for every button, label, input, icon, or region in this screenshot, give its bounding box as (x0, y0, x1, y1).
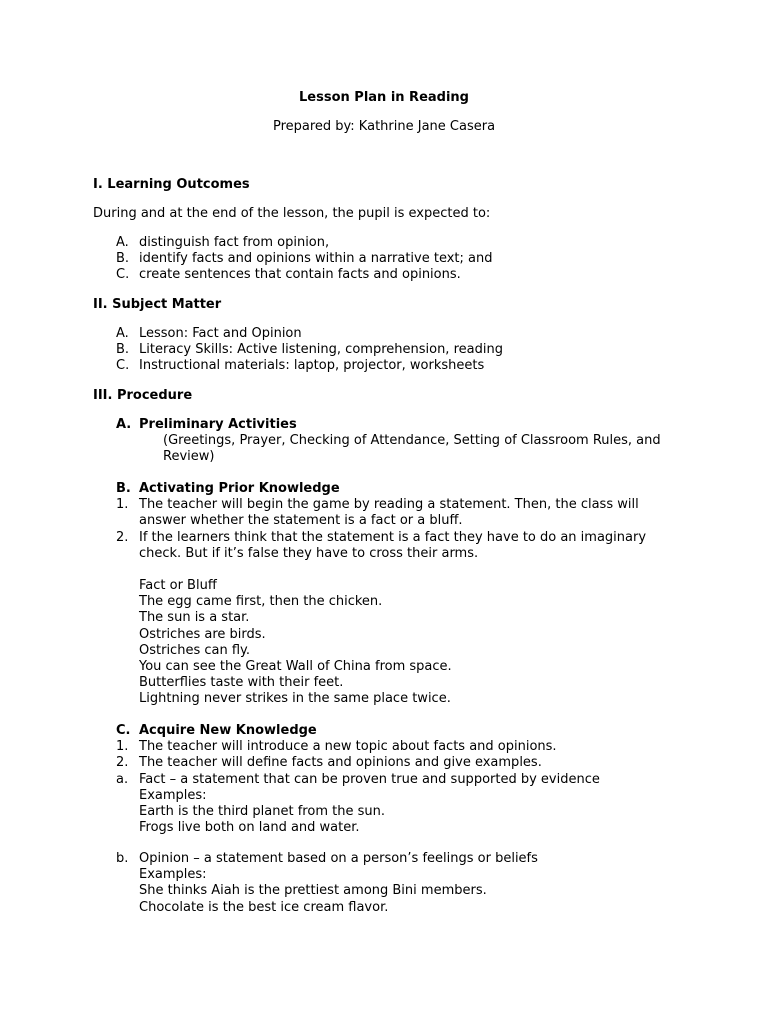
examples-label: Examples: (139, 867, 207, 883)
list-text: Lesson: Fact and Opinion (139, 326, 302, 341)
outcomes-list (93, 235, 693, 284)
list-item (93, 900, 693, 916)
list-item (93, 691, 693, 707)
list-item (93, 497, 693, 529)
subsection-title: Activating Prior Knowledge (139, 481, 340, 496)
examples-heading-row (93, 867, 693, 883)
step-text: If the learners think that the statement is a fact they have to do an imaginary check. But if it’s false they have to cross their arms. (139, 529, 647, 561)
subsection-label: B. (116, 481, 131, 496)
list-item (93, 739, 693, 755)
statement-text: Butterflies taste with their feet. (139, 675, 344, 691)
example-text: Chocolate is the best ice cream flavor. (139, 899, 389, 915)
statement-text: Ostriches are birds. (139, 626, 266, 642)
list-item (93, 804, 693, 820)
list-item (93, 643, 693, 659)
statement-text: Ostriches can fly. (139, 642, 250, 658)
document-title: Lesson Plan in Reading (299, 90, 469, 105)
list-item (93, 358, 693, 374)
game-title-row (93, 578, 693, 594)
list-label: A. (116, 235, 129, 250)
step-text: The teacher will introduce a new topic about facts and opinions. (139, 739, 557, 755)
definition-text: Opinion – a statement based on a person’s feelings or beliefs (139, 851, 538, 866)
subsection-label: A. (116, 417, 132, 432)
step-label: 1. (116, 497, 129, 513)
examples-label: Examples: (139, 787, 207, 803)
opinion-definition (93, 851, 693, 867)
fact-definition (93, 772, 693, 788)
list-item (93, 594, 693, 610)
subsection-note-row (93, 433, 693, 465)
statement-text: Lightning never strikes in the same place twice. (139, 691, 451, 707)
subject-list (93, 326, 693, 375)
subsection-title: Acquire New Knowledge (139, 723, 317, 738)
examples-heading-row (93, 788, 693, 804)
list-item (93, 675, 693, 691)
list-item (93, 530, 693, 562)
list-text: create sentences that contain facts and opinions. (139, 267, 461, 283)
example-text: Frogs live both on land and water. (139, 820, 360, 836)
statement-text: The egg came first, then the chicken. (139, 594, 383, 610)
step-label: 2. (116, 755, 129, 771)
list-item (93, 755, 693, 771)
subsection-label: C. (116, 723, 131, 738)
subsection-note: (Greetings, Prayer, Checking of Attendance, Setting of Classroom Rules, and Review) (163, 433, 661, 465)
section-heading: I. Learning Outcomes (93, 177, 250, 192)
section-heading: II. Subject Matter (93, 297, 222, 312)
list-text: Instructional materials: laptop, projector, worksheets (139, 358, 485, 374)
fact-or-bluff-list (93, 578, 693, 708)
list-item (93, 326, 693, 342)
list-text: distinguish fact from opinion, (139, 235, 330, 250)
step-label: 1. (116, 739, 129, 755)
list-label: A. (116, 326, 129, 341)
list-text: Literacy Skills: Active listening, comprehension, reading (139, 342, 503, 358)
list-item (93, 251, 693, 267)
subsection-title: Preliminary Activities (139, 417, 297, 432)
subsection-heading (93, 481, 693, 497)
list-item (93, 342, 693, 358)
definition-label: a. (116, 771, 129, 787)
definition-label: b. (116, 851, 129, 866)
list-item (93, 883, 693, 899)
section-intro: During and at the end of the lesson, the pupil is expected to: (93, 206, 491, 221)
list-item (93, 659, 693, 675)
example-text: Earth is the third planet from the sun. (139, 803, 385, 819)
subsection-prior-knowledge (93, 481, 693, 562)
document-author: Prepared by: Kathrine Jane Casera (272, 119, 496, 134)
subsection-heading (93, 417, 693, 433)
list-label: C. (116, 267, 130, 283)
section-procedure (93, 388, 693, 404)
list-item (93, 627, 693, 643)
list-label: B. (116, 342, 130, 358)
list-label: C. (116, 358, 130, 374)
definition-text: Fact – a statement that can be proven true and supported by evidence (139, 771, 600, 787)
subsection-heading (93, 723, 693, 739)
step-text: The teacher will begin the game by reading a statement. Then, the class will answer whether the statement is a fact or a bluff. (139, 497, 639, 529)
list-text: identify facts and opinions within a narrative text; and (139, 251, 493, 267)
list-item (93, 267, 693, 283)
opinion-block (93, 851, 693, 916)
section-heading: III. Procedure (93, 388, 193, 403)
statement-text: You can see the Great Wall of China from space. (139, 658, 452, 674)
list-item (93, 820, 693, 836)
subsection-preliminary (93, 417, 693, 466)
list-item (93, 610, 693, 626)
section-subject-matter (93, 297, 693, 313)
section-learning-outcomes (93, 177, 693, 193)
subsection-new-knowledge (93, 723, 693, 836)
step-text: The teacher will define facts and opinions and give examples. (139, 755, 542, 771)
example-text: She thinks Aiah is the prettiest among Bini members. (139, 883, 487, 899)
step-label: 2. (116, 529, 129, 545)
list-label: B. (116, 251, 130, 267)
list-item (93, 235, 693, 251)
statement-text: The sun is a star. (139, 610, 250, 626)
game-title: Fact or Bluff (139, 578, 217, 593)
